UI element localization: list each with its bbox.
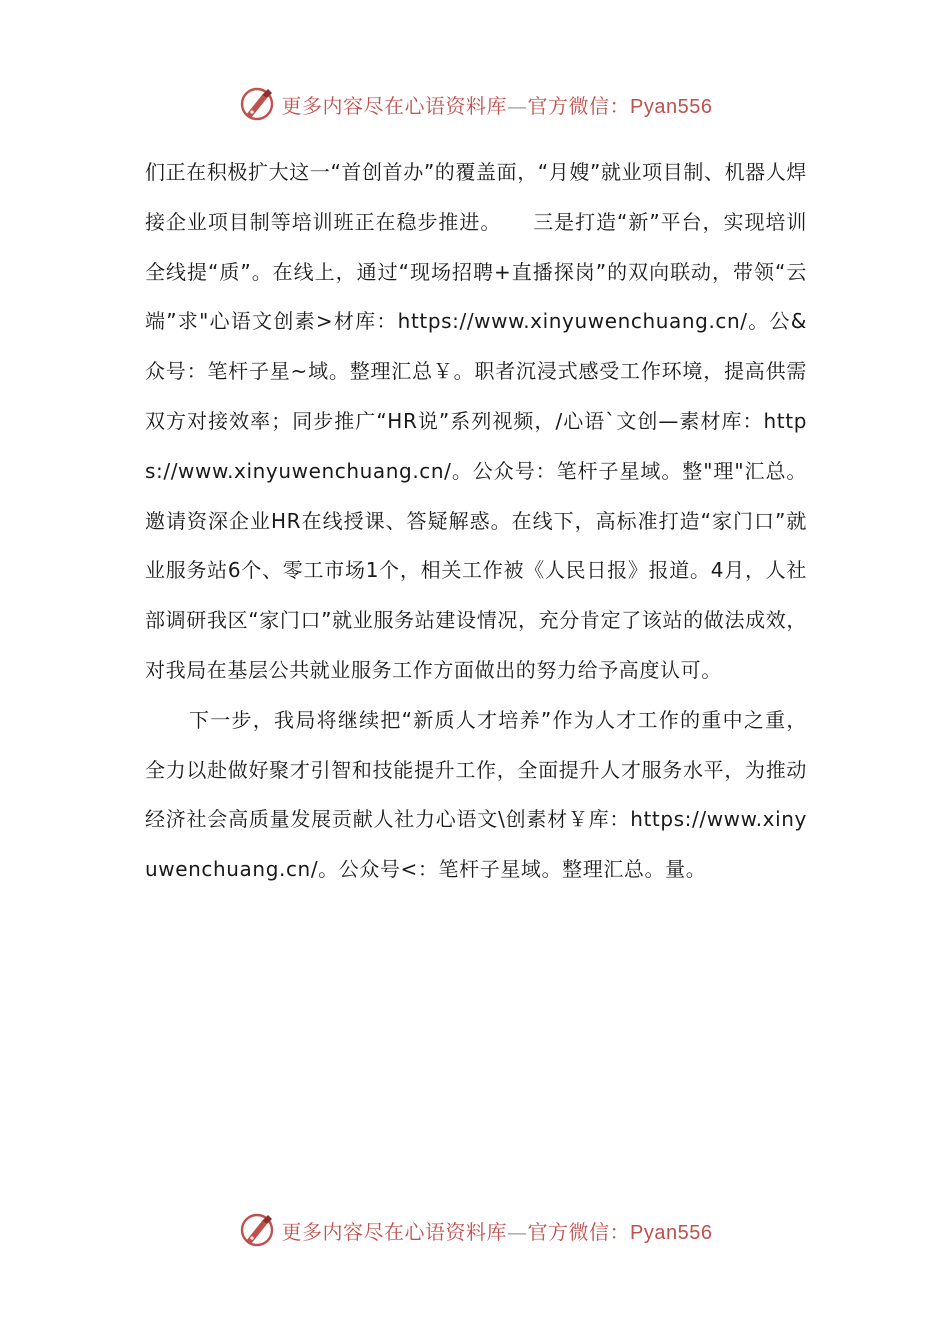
header-banner-text xyxy=(282,90,713,119)
header-watermark-banner xyxy=(0,82,950,126)
footer-banner-text xyxy=(282,1216,713,1245)
footer-banner-separator: — xyxy=(507,1219,528,1244)
header-banner-main: 更多内容尽在心语资料库 xyxy=(281,93,508,118)
pen-nib-logo-icon xyxy=(238,1211,276,1249)
body-paragraph-1: 们正在积极扩大这一“首创首办”的覆盖面，“月嫂”就业项目制、机器人焊接企业项目制等培训班正在稳步推进。 三是打造“新”平台，实现培训全线提“质”。在线上，通过“现场招聘+直播探岗”的双向联动，带领“云端”求"心语文创素>材库：https://www.xinyuwenchuang.cn/。公&众号：笔杆子星~域。整理汇总￥。职者沉浸式感受工作环境，提高供需双方对接效率；同步推广“HR说”系列视频，/心语`文创—素材库：https://www.xinyuwenchuang.cn/。公众号：笔杆子星域。整"理"汇总。邀请资深企业HR在线授课、答疑解惑。在线下，高标准打造“家门口”就业服务站6个、零工市场1个，相关工作被《人民日报》报道。4月，人社部调研我区“家门口”就业服务站建设情况，充分肯定了该站的做法成效，对我局在基层公共就业服务工作方面做出的努力给予高度认可。 xyxy=(145,160,807,682)
pen-nib-logo-icon xyxy=(238,85,276,123)
header-banner-official-label: 官方微信： xyxy=(527,93,631,118)
body-paragraph-2: 下一步，我局将继续把“新质人才培养”作为人才工作的重中之重，全力以赴做好聚才引智和技能提升工作，全面提升人才服务水平，为推动经济社会高质量发展贡献人社力心语文\创素材￥库：https://www.xinyuwenchuang.cn/。公众号<：笔杆子星域。整理汇总。量。 xyxy=(145,707,807,882)
document-body xyxy=(145,148,807,895)
footer-banner-wechat-id: Pyan556 xyxy=(630,1221,713,1244)
header-banner-separator: — xyxy=(507,93,528,118)
footer-banner-official-label: 官方微信： xyxy=(527,1219,631,1244)
footer-watermark-banner xyxy=(0,1208,950,1252)
footer-banner-main: 更多内容尽在心语资料库 xyxy=(281,1219,508,1244)
header-banner-wechat-id: Pyan556 xyxy=(630,95,713,118)
